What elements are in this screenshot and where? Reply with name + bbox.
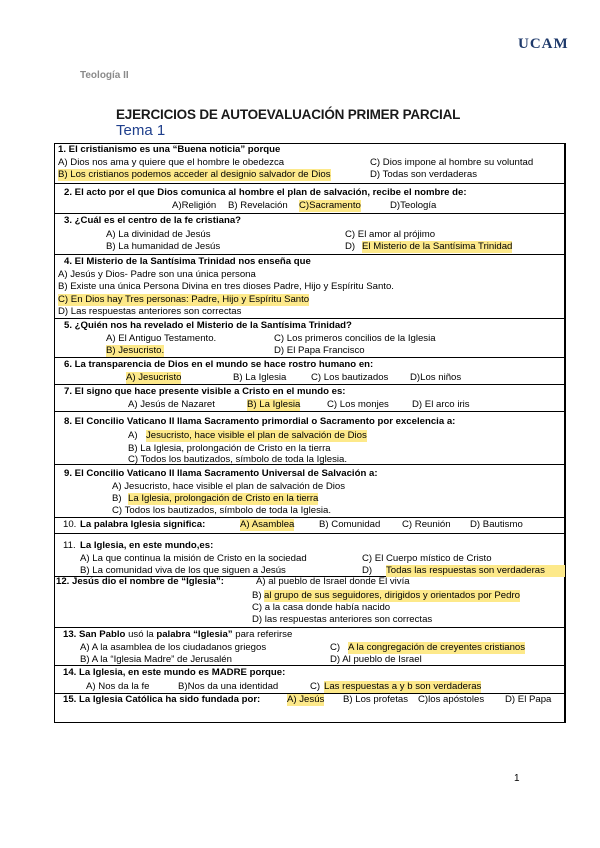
question-11: La Iglesia, en este mundo,es: — [80, 540, 214, 551]
q9-option-a: A) Jesucristo, hace visible el plan de salvación de Dios — [112, 481, 346, 492]
q3-option-c: C) El amor al prójimo — [345, 229, 436, 240]
question-10: La palabra Iglesia significa: — [80, 519, 206, 530]
q6-option-b: B) La Iglesia — [233, 372, 287, 383]
q12-option-b: al grupo de sus seguidores, dirigidos y orientados por Pedro — [264, 590, 520, 601]
q11-option-a: A) La que continua la misión de Cristo en la sociedad — [80, 553, 307, 564]
q5-option-a: A) El Antiguo Testamento. — [106, 333, 217, 344]
q15-option-d: D) El Papa — [505, 694, 552, 705]
row-separator — [54, 517, 565, 518]
row-separator — [54, 384, 565, 385]
theme-title: Tema 1 — [116, 122, 166, 139]
q2-option-d: D)Teología — [390, 200, 437, 211]
row-separator — [54, 627, 565, 628]
question-3: 3. ¿Cuál es el centro de la fe cristiana? — [64, 215, 242, 226]
q10-option-c: C) Reunión — [402, 519, 451, 530]
table-right-column-line — [565, 143, 566, 723]
q13-suffix: para referirse — [235, 629, 293, 640]
q4-option-b: B) Existe una única Persona Divina en tres dioses Padre, Hijo y Espíritu Santo. — [58, 281, 394, 292]
question-7: 7. El signo que hace presente visible a Cristo en el mundo es: — [64, 386, 346, 397]
q7-option-d: D) El arco iris — [412, 399, 470, 410]
q4-option-c: C) En Dios hay Tres personas: Padre, Hijo y Espíritu Santo — [58, 294, 310, 305]
q1-option-d: D) Todas son verdaderas — [370, 169, 478, 180]
question-14: 14. La Iglesia, en este mundo es MADRE porque: — [63, 667, 286, 678]
q13-prefix: 13. San Pablo — [63, 629, 126, 640]
q7-option-b: B) La Iglesia — [247, 399, 301, 410]
q15-option-b: B) Los profetas — [343, 694, 409, 705]
question-10-number: 10. — [63, 519, 77, 530]
q7-option-c: C) Los monjes — [327, 399, 389, 410]
question-6: 6. La transparencia de Dios en el mundo se hace rostro humano en: — [64, 359, 374, 370]
q15-option-a: A) Jesús — [287, 694, 325, 705]
q12-option-b-letter: B) — [252, 590, 262, 601]
q1-option-a: A) Dios nos ama y quiere que el hombre le obedezca — [58, 157, 285, 168]
question-1: 1. El cristianismo es una “Buena noticia” porque — [58, 144, 281, 155]
q10-option-b: B) Comunidad — [319, 519, 381, 530]
question-11-number: 11. — [63, 540, 76, 551]
q13-keyword: palabra “Iglesia” — [156, 629, 233, 640]
q3-option-d: El Misterio de la Santísima Trinidad — [362, 241, 513, 252]
q8-option-b: B) La Iglesia, prolongación de Cristo en la tierra — [128, 443, 331, 454]
q2-option-b: B) Revelación — [228, 200, 288, 211]
q14-option-c-letter: C) — [310, 681, 321, 692]
q13-option-d: D) Al pueblo de Israel — [330, 654, 422, 665]
ucam-logo: UCAM — [518, 36, 569, 52]
question-2: 2. El acto por el que Dios comunica al hombre el plan de salvación, recibe el nombre de: — [64, 187, 467, 198]
q10-option-d: D) Bautismo — [470, 519, 523, 530]
q11-option-d: Todas las respuestas son verdaderas — [386, 565, 565, 577]
q14-option-c: Las respuestas a y b son verdaderas — [324, 681, 482, 692]
q8-option-c: C) Todos los bautizados, símbolo de toda la Iglesia. — [128, 454, 348, 465]
q8-option-a-letter: A) — [128, 430, 138, 441]
q5-option-c: C) Los primeros concilios de la Iglesia — [274, 333, 436, 344]
q14-option-a: A) Nos da la fe — [86, 681, 150, 692]
page-number: 1 — [514, 773, 520, 784]
row-separator — [54, 318, 565, 319]
q6-option-c: C) Los bautizados — [311, 372, 389, 383]
q4-option-d: D) Las respuestas anteriores son correctas — [58, 306, 242, 317]
q11-option-c: C) El Cuerpo místico de Cristo — [362, 553, 492, 564]
q3-option-a: A) La divinidad de Jesús — [106, 229, 211, 240]
q12-option-a: A) al pueblo de Israel donde El vivía — [256, 576, 410, 587]
q14-option-b: B)Nos da una identidad — [178, 681, 279, 692]
q2-option-a: A)Religión — [172, 200, 217, 211]
q12-option-d: D) las respuestas anteriores son correctas — [252, 614, 433, 625]
q2-option-c: C)Sacramento — [299, 200, 361, 211]
q9-option-b: La Iglesia, prolongación de Cristo en la tierra — [128, 493, 319, 504]
q13-option-a: A) A la asamblea de los ciudadanos griegos — [80, 642, 267, 653]
q11-option-b: B) La comunidad viva de los que siguen a Jesús — [80, 565, 286, 576]
q13-option-c-letter: C) — [330, 642, 341, 653]
q4-option-a: A) Jesús y Dios- Padre son una única persona — [58, 269, 256, 280]
q8-option-a: Jesucristo, hace visible el plan de salvación de Dios — [146, 430, 367, 441]
row-separator — [54, 213, 565, 214]
q5-option-d: D) El Papa Francisco — [274, 345, 365, 356]
q7-option-a: A) Jesús de Nazaret — [128, 399, 215, 410]
question-13 — [63, 629, 292, 641]
question-15: 15. La Iglesia Católica ha sido fundada por: — [63, 694, 261, 705]
row-separator — [54, 357, 565, 358]
row-separator — [54, 533, 565, 534]
row-separator — [54, 254, 565, 255]
q3-option-b: B) La humanidad de Jesús — [106, 241, 221, 252]
q6-option-a: A) Jesucristo — [126, 372, 182, 383]
row-separator — [54, 411, 565, 412]
q1-option-c: C) Dios impone al hombre su voluntad — [370, 157, 534, 168]
q9-option-b-letter: B) — [112, 493, 122, 504]
q5-option-b: B) Jesucristo. — [106, 345, 165, 356]
question-12: 12. Jesús dio el nombre de “Iglesia”: — [56, 576, 224, 587]
q6-option-d: D)Los niños — [410, 372, 462, 383]
question-9: 9. El Concilio Vaticano II llama Sacramento Universal de Salvación a: — [64, 468, 378, 479]
q11-option-d-letter: D) — [362, 565, 373, 576]
q10-option-a: A) Asamblea — [240, 519, 295, 530]
row-separator — [54, 183, 565, 184]
page-title: EJERCICIOS DE AUTOEVALUACIÓN PRIMER PARCIAL — [116, 107, 461, 122]
q12-option-c: C) a la casa donde había nacido — [252, 602, 391, 613]
q13-option-c: A la congregación de creyentes cristianos — [348, 642, 526, 653]
question-5: 5. ¿Quién nos ha revelado el Misterio de la Santísima Trinidad? — [64, 320, 352, 331]
q3-option-d-letter: D) — [345, 241, 356, 252]
question-4: 4. El Misterio de la Santísima Trinidad nos enseña que — [64, 256, 311, 267]
q9-option-c: C) Todos los bautizados, símbolo de toda la Iglesia. — [112, 505, 332, 516]
q1-option-b: B) Los cristianos podemos acceder al designio salvador de Dios — [58, 169, 331, 180]
q13-middle: usó la — [128, 629, 154, 640]
subject-label: Teología II — [80, 70, 129, 81]
question-8: 8. El Concilio Vaticano II llama Sacramento primordial o Sacramento por excelencia a: — [64, 416, 456, 427]
q15-option-c: C)los apóstoles — [418, 694, 485, 705]
q13-option-b: B) A la “Iglesia Madre” de Jerusalén — [80, 654, 232, 665]
